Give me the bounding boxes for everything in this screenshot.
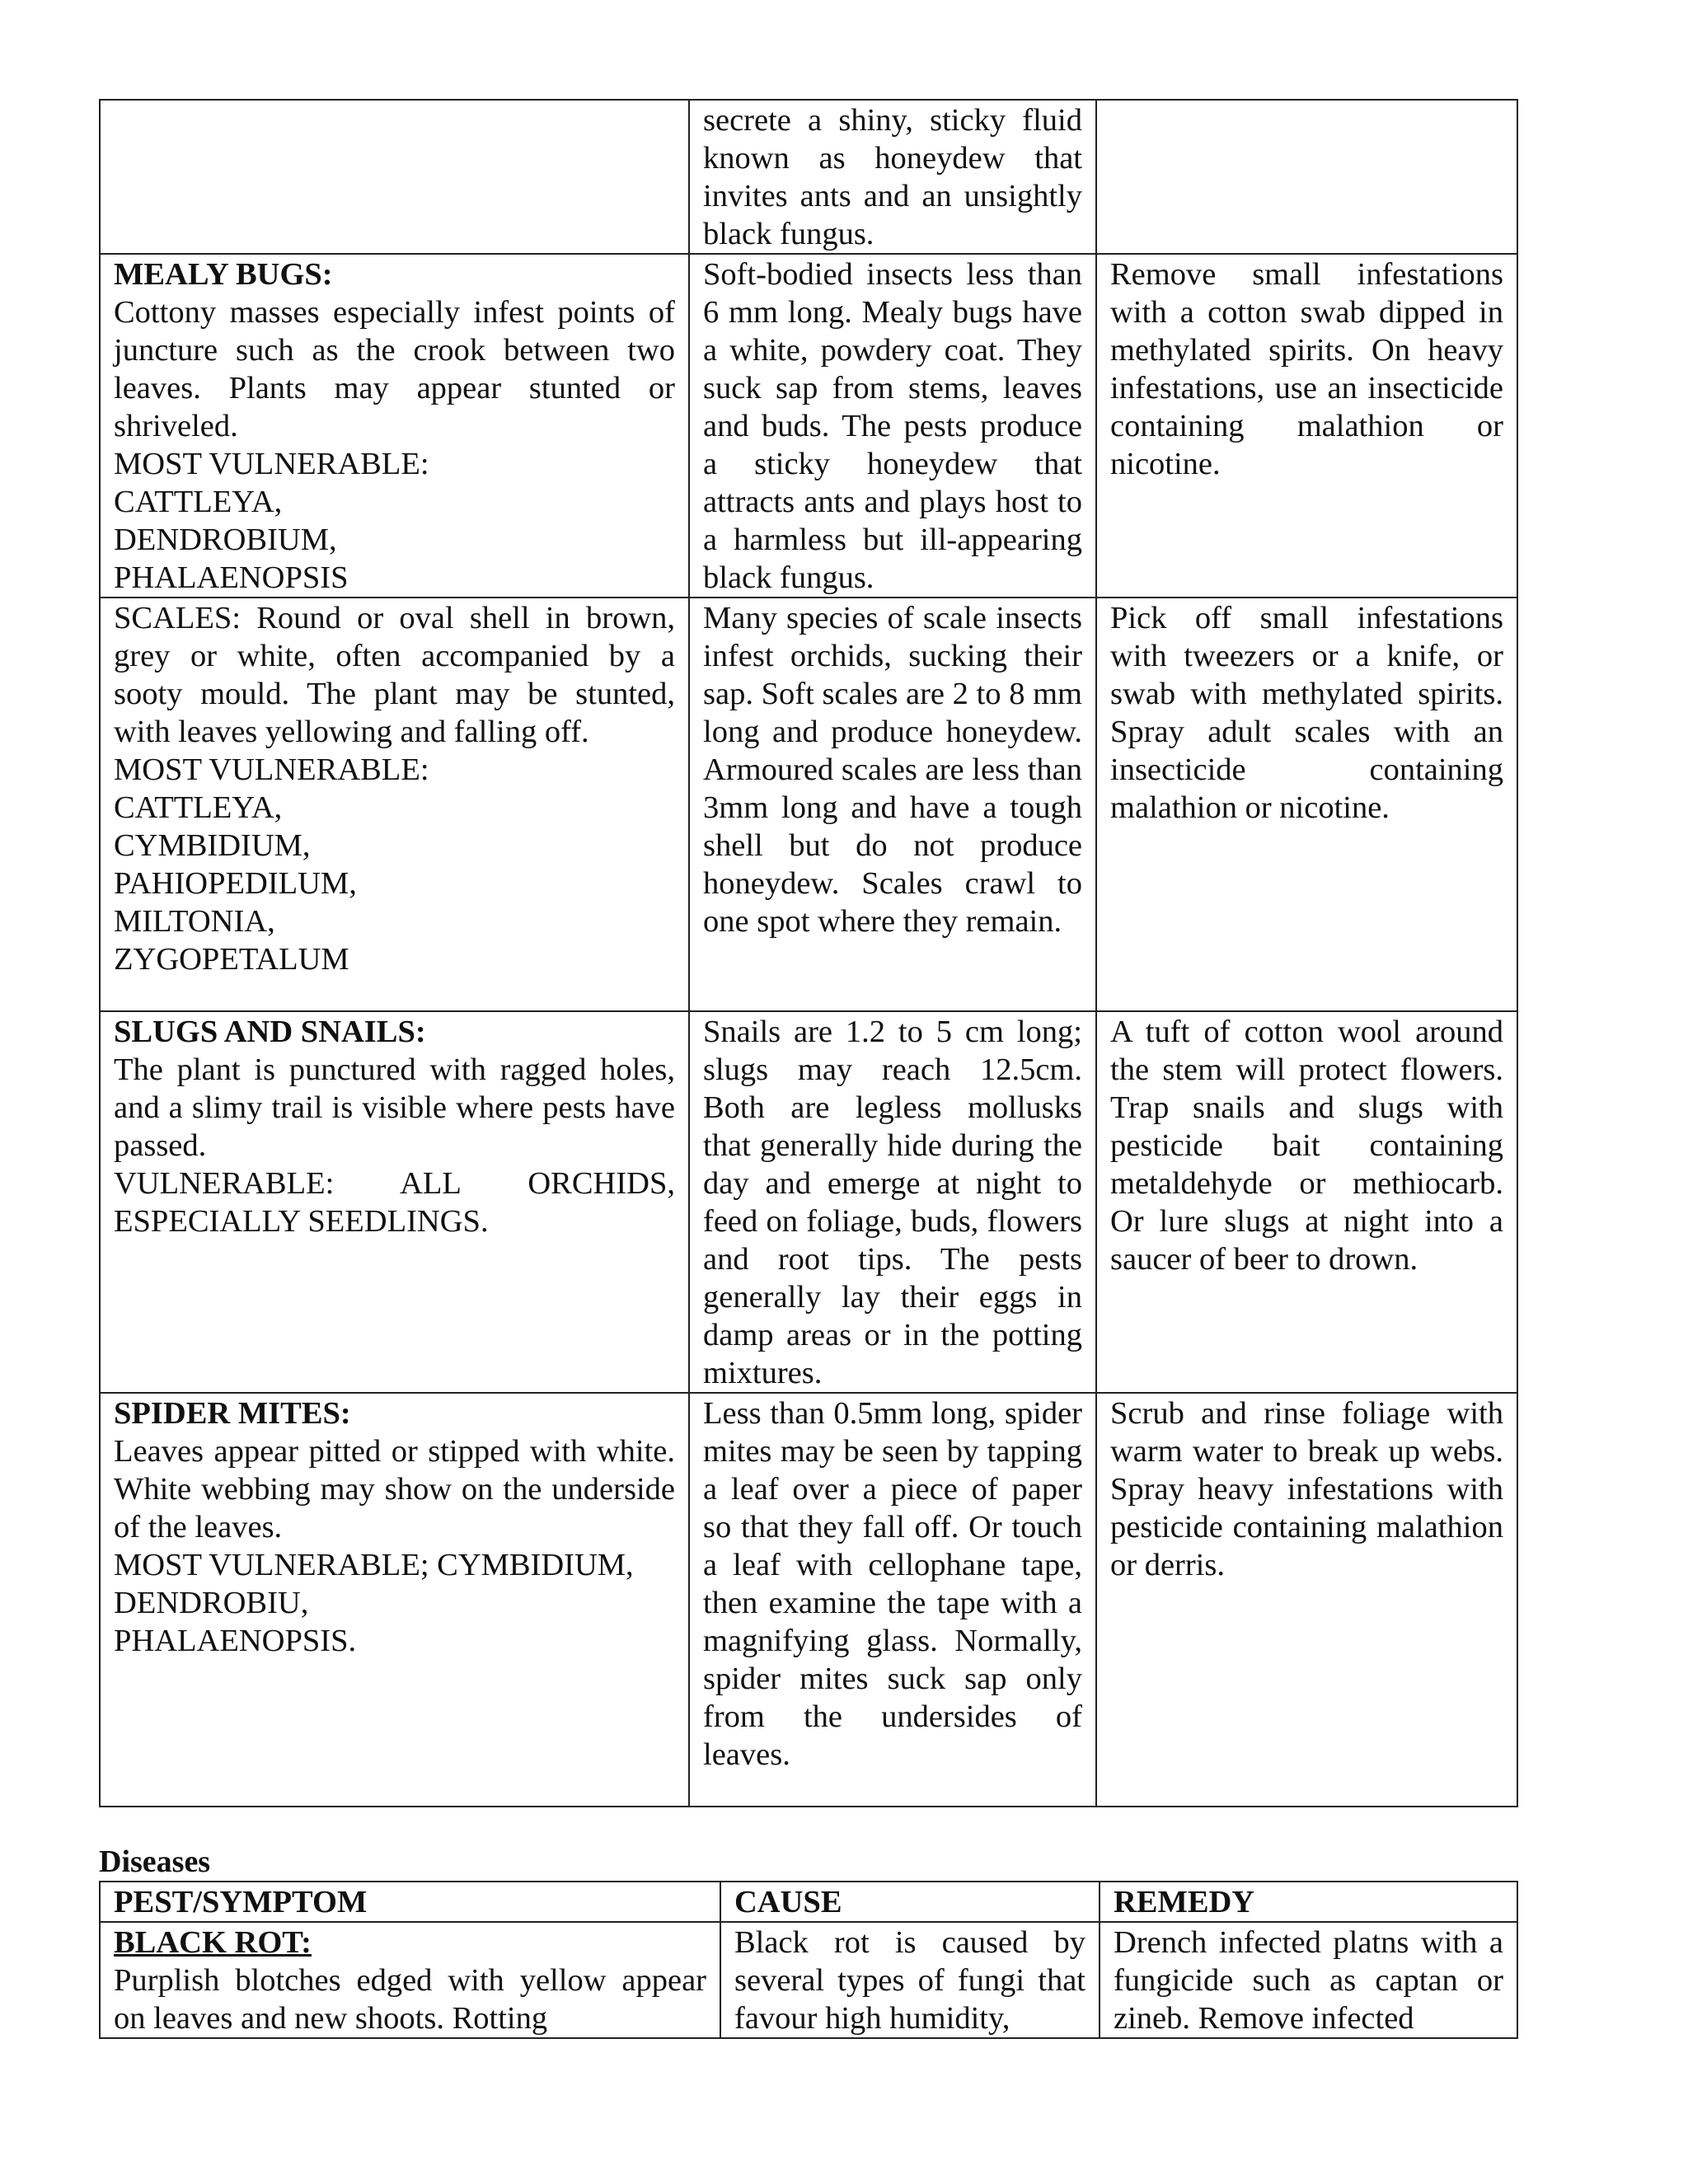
pest-cause-cell: Snails are 1.2 to 5 cm long; slugs may reach 12.5cm. Both are legless mollusks that generally hide during the day and emerge at night to feed on foliage, buds, flowers and root tips. The pests generally lay their eggs in damp areas or in the potting mixtures. xyxy=(689,1011,1096,1393)
pest-name: MEALY BUGS: xyxy=(114,257,333,292)
vulnerable-label: MOST VULNERABLE: xyxy=(114,752,429,787)
table-row xyxy=(100,1011,1517,1393)
pest-symptom-cell xyxy=(100,1393,689,1807)
pest-cause-cell: secrete a shiny, sticky fluid known as honeydew that invites ants and an unsightly black fungus. xyxy=(689,100,1096,254)
vulnerable-orchid: MILTONIA, xyxy=(114,904,275,939)
pest-name: SLUGS AND SNAILS: xyxy=(114,1015,426,1049)
vulnerable-orchid: CATTLEYA, xyxy=(114,485,283,519)
vulnerable-orchid: PHALAENOPSIS. xyxy=(114,1624,357,1658)
pests-table xyxy=(99,99,1518,1807)
disease-symptom-cell xyxy=(100,1922,720,2038)
pest-symptom-text: SCALES: Round or oval shell in brown, grey or white, often accompanied by a sooty mould. The plant may be stunted, with leaves yellowing and falling off. xyxy=(114,601,675,749)
vulnerable-orchid: DENDROBIU, xyxy=(114,1586,309,1620)
vulnerable-orchid: DENDROBIUM, xyxy=(114,523,337,557)
column-header: PEST/SYMPTOM xyxy=(100,1882,720,1922)
vulnerable-orchid: PHALAENOPSIS xyxy=(114,560,349,595)
diseases-heading: Diseases xyxy=(99,1844,211,1879)
vulnerable-label: MOST VULNERABLE; CYMBIDIUM, xyxy=(114,1548,634,1582)
table-row xyxy=(100,598,1517,1011)
pest-remedy-cell: A tuft of cotton wool around the stem will protect flowers. Trap snails and slugs with pesticide bait containing metaldehyde or methiocarb. Or lure slugs at night into a saucer of beer to drown. xyxy=(1096,1011,1517,1393)
table-row xyxy=(100,1922,1517,2038)
disease-name: BLACK ROT: xyxy=(114,1925,312,1960)
pest-remedy-cell: Scrub and rinse foliage with warm water to break up webs. Spray heavy infestations with pesticide containing malathion or derris. xyxy=(1096,1393,1517,1807)
pest-symptom-cell xyxy=(100,254,689,598)
table-header-row xyxy=(100,1882,1517,1922)
pest-symptom-cell xyxy=(100,1011,689,1393)
pest-symptom-text: Leaves appear pitted or stipped with white. White webbing may show on the underside of the leaves. xyxy=(114,1434,675,1544)
pest-name: SPIDER MITES: xyxy=(114,1396,351,1431)
pest-remedy-cell: Pick off small infestations with tweezers or a knife, or swab with methylated spirits. Spray adult scales with an insecticide containing malathion or nicotine. xyxy=(1096,598,1517,1011)
pest-symptom-text: Cottony masses especially infest points of juncture such as the crook between two leaves. Plants may appear stunted or shriveled. xyxy=(114,295,675,443)
vulnerable-orchid: CYMBIDIUM, xyxy=(114,828,311,863)
diseases-table xyxy=(99,1881,1518,2039)
table-row xyxy=(100,1393,1517,1807)
table-row xyxy=(100,254,1517,598)
pest-remedy-cell xyxy=(1096,100,1517,254)
vulnerable-label: MOST VULNERABLE: xyxy=(114,447,429,481)
column-header: CAUSE xyxy=(720,1882,1100,1922)
pest-cause-cell: Less than 0.5mm long, spider mites may be seen by tapping a leaf over a piece of paper so that they fall off. Or touch a leaf with cellophane tape, then examine the tape with a magnifying glass. Normally, spider mites suck sap only from the undersides of leaves. xyxy=(689,1393,1096,1807)
pest-cause-cell: Many species of scale insects infest orchids, sucking their sap. Soft scales are 2 to 8 mm long and produce honeydew. Armoured scales are less than 3mm long and have a tough shell but do not produce honeydew. Scales crawl to one spot where they remain. xyxy=(689,598,1096,1011)
pest-remedy-cell: Remove small infestations with a cotton swab dipped in methylated spirits. On heavy infestations, use an insecticide containing malathion or nicotine. xyxy=(1096,254,1517,598)
pest-symptom-text: The plant is punctured with ragged holes, and a slimy trail is visible where pests have passed. xyxy=(114,1052,675,1163)
pest-symptom-cell xyxy=(100,100,689,254)
vulnerable-orchid: CATTLEYA, xyxy=(114,790,283,825)
column-header: REMEDY xyxy=(1100,1882,1517,1922)
pest-cause-cell: Soft-bodied insects less than 6 mm long. Mealy bugs have a white, powdery coat. They suck sap from stems, leaves and buds. The pests produce a sticky honeydew that attracts ants and plays host to a harmless but ill-appearing black fungus. xyxy=(689,254,1096,598)
disease-symptom-text: Purplish blotches edged with yellow appear on leaves and new shoots. Rotting xyxy=(114,1963,706,2036)
vulnerable-label: VULNERABLE: ALL ORCHIDS, ESPECIALLY SEEDLINGS. xyxy=(114,1166,675,1239)
vulnerable-orchid: PAHIOPEDILUM, xyxy=(114,866,357,901)
table-row xyxy=(100,100,1517,254)
disease-remedy-cell: Drench infected platns with a fungicide such as captan or zineb. Remove infected xyxy=(1100,1922,1517,2038)
vulnerable-orchid: ZYGOPETALUM xyxy=(114,942,349,977)
disease-cause-cell: Black rot is caused by several types of fungi that favour high humidity, xyxy=(720,1922,1100,2038)
pest-symptom-cell xyxy=(100,598,689,1011)
